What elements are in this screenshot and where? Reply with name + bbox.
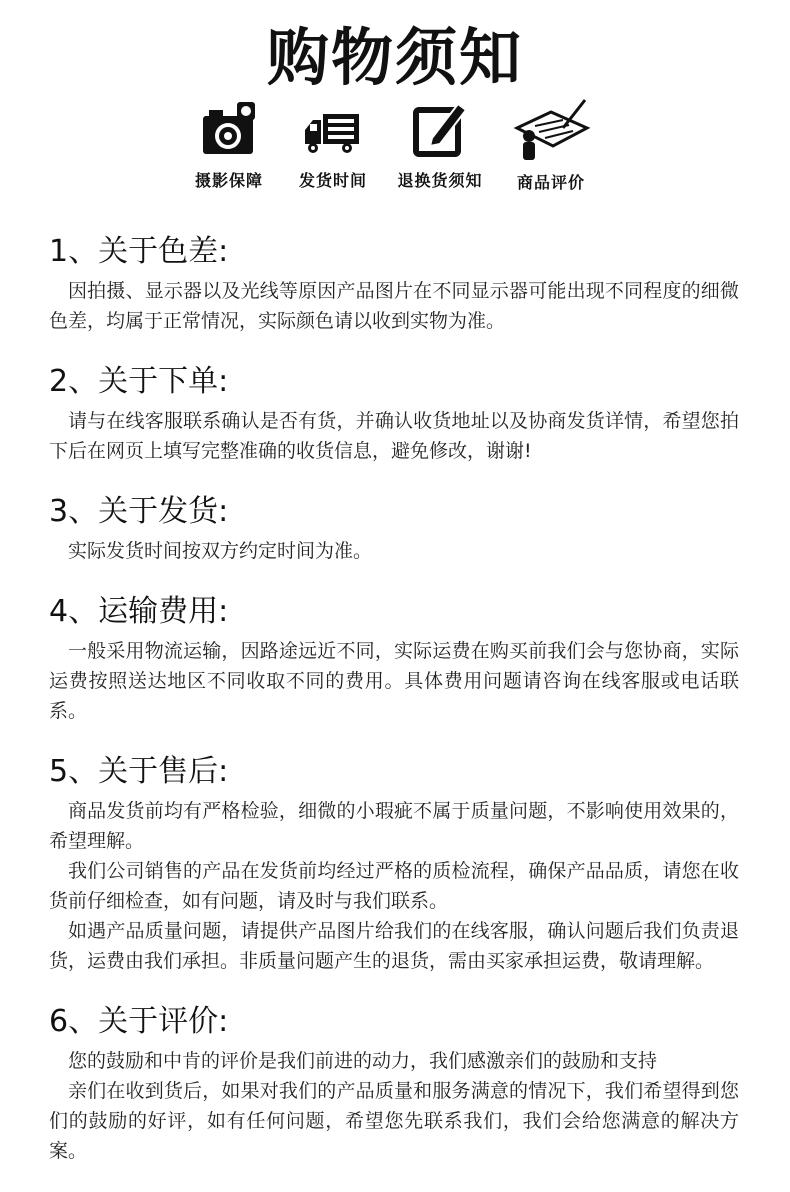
section-aftersales <box>49 752 739 976</box>
icon-item-camera <box>174 98 284 191</box>
section-paragraph: 一般采用物流运输，因路途远近不同，实际运费在购买前我们会与您协商，实际运费按照送达地区不同收取不同的费用。具体费用问题请咨询在线客服或电话联系。 <box>49 640 739 722</box>
section-title: 4、运输费用: <box>49 594 229 629</box>
icon-label: 退换货须知 <box>397 171 483 190</box>
notice-content <box>49 232 739 1192</box>
section-order <box>49 362 739 466</box>
section-paragraph: 您的鼓励和中肯的评价是我们前进的动力，我们感激亲们的鼓励和支持 <box>68 1050 658 1072</box>
icon-label: 商品评价 <box>516 173 585 192</box>
review-icon <box>511 98 591 164</box>
section-paragraph: 亲们在收到货后，如果对我们的产品质量和服务满意的情况下，我们希望得到您们的鼓励的好评，如有任何问题，希望您先联系我们，我们会给您满意的解决方案。 <box>49 1080 739 1162</box>
section-paragraph: 如遇产品质量问题，请提供产品图片给我们的在线客服，确认问题后我们负责退货，运费由我们承担。非质量问题产生的退货，需由买家承担运费，敬请理解。 <box>49 920 739 972</box>
section-title: 3、关于发货: <box>49 494 229 529</box>
section-title: 1、关于色差: <box>49 234 229 269</box>
section-paragraph: 请与在线客服联系确认是否有货，并确认收货地址以及协商发货详情，希望您拍下后在网页上填写完整准确的收货信息，避免修改，谢谢! <box>49 410 739 462</box>
icon-item-edit <box>385 98 495 191</box>
section-title: 5、关于售后: <box>49 754 229 789</box>
section-paragraph: 我们公司销售的产品在发货前均经过严格的质检流程，确保产品品质，请您在收货前仔细检查，如有问题，请及时与我们联系。 <box>49 860 739 912</box>
section-title: 2、关于下单: <box>49 364 229 399</box>
page-title: 购物须知 <box>266 21 523 94</box>
section-paragraph: 因拍摄、显示器以及光线等原因产品图片在不同显示器可能出现不同程度的细微色差，均属于正常情况，实际颜色请以收到实物为准。 <box>49 280 739 332</box>
section-paragraph: 实际发货时间按双方约定时间为准。 <box>68 540 373 562</box>
section-review <box>49 1002 739 1166</box>
icon-label: 发货时间 <box>298 171 367 190</box>
icon-row <box>0 98 790 198</box>
icon-item-truck <box>278 98 388 191</box>
section-paragraph: 商品发货前均有严格检验，细微的小瑕疵不属于质量问题，不影响使用效果的，希望理解。 <box>49 800 739 852</box>
icon-label: 摄影保障 <box>194 171 263 190</box>
section-freight <box>49 592 739 726</box>
camera-icon <box>197 98 261 162</box>
icon-item-review <box>496 98 606 193</box>
section-title: 6、关于评价: <box>49 1004 229 1039</box>
edit-icon <box>408 98 472 162</box>
truck-icon <box>301 98 365 162</box>
section-shipping <box>49 492 739 566</box>
section-color <box>49 232 739 336</box>
